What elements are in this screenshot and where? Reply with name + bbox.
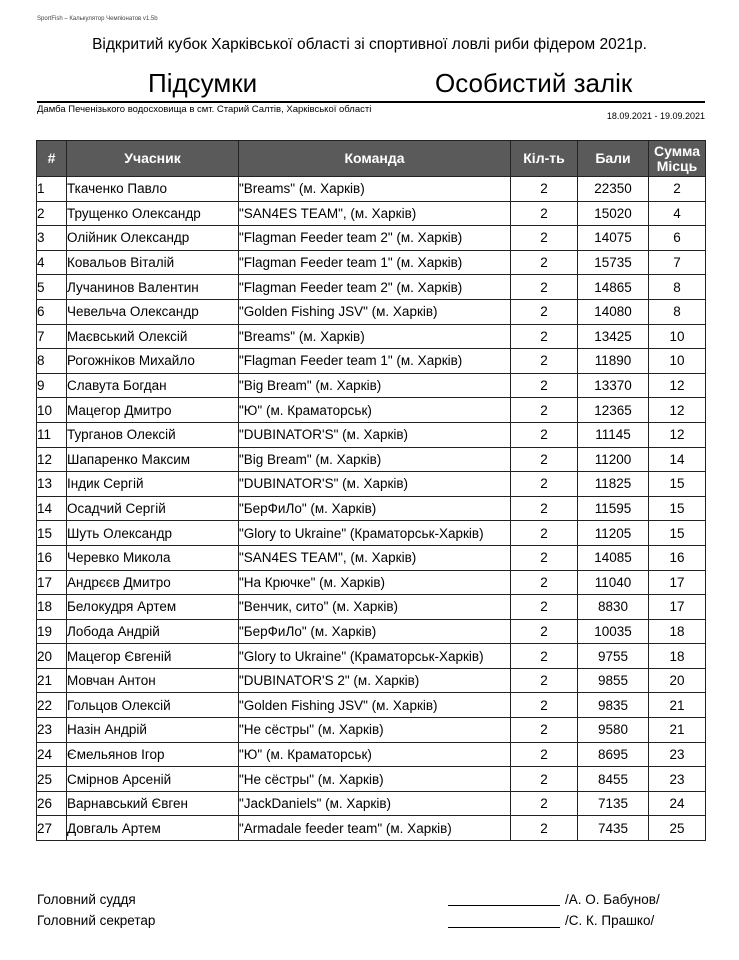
cell-participant: Лучанинов Валентин <box>67 275 239 300</box>
cell-number: 26 <box>37 791 67 816</box>
cell-count: 2 <box>511 545 578 570</box>
cell-place-sum: 4 <box>649 201 706 226</box>
cell-place-sum: 20 <box>649 668 706 693</box>
results-heading: Підсумки <box>148 68 258 98</box>
cell-team: "Ю" (м. Краматорськ) <box>239 742 511 767</box>
cell-team: "Glory to Ukraine" (Краматорськ-Харків) <box>239 644 511 669</box>
cell-points: 8830 <box>578 595 649 620</box>
table-row <box>37 226 706 251</box>
cell-count: 2 <box>511 742 578 767</box>
header-place-sum-line1: Сумма <box>653 142 701 159</box>
cell-team: "Golden Fishing JSV" (м. Харків) <box>239 299 511 324</box>
cell-count: 2 <box>511 718 578 743</box>
cell-team: "Flagman Feeder team 2" (м. Харків) <box>239 226 511 251</box>
cell-number: 12 <box>37 447 67 472</box>
cell-points: 9855 <box>578 668 649 693</box>
cell-count: 2 <box>511 570 578 595</box>
cell-place-sum: 25 <box>649 816 706 841</box>
cell-count: 2 <box>511 668 578 693</box>
cell-place-sum: 21 <box>649 693 706 718</box>
cell-participant: Індик Сергій <box>67 472 239 497</box>
cell-team: "Не сёстры" (м. Харків) <box>239 718 511 743</box>
cell-number: 19 <box>37 619 67 644</box>
table-row <box>37 349 706 374</box>
table-row <box>37 324 706 349</box>
table-row <box>37 472 706 497</box>
cell-place-sum: 16 <box>649 545 706 570</box>
cell-count: 2 <box>511 595 578 620</box>
cell-number: 7 <box>37 324 67 349</box>
table-row <box>37 742 706 767</box>
cell-team: "Armadale feeder team" (м. Харків) <box>239 816 511 841</box>
cell-count: 2 <box>511 447 578 472</box>
cell-participant: Ткаченко Павло <box>67 177 239 202</box>
cell-place-sum: 12 <box>649 422 706 447</box>
cell-participant: Трущенко Олександр <box>67 201 239 226</box>
cell-count: 2 <box>511 816 578 841</box>
cell-count: 2 <box>511 373 578 398</box>
cell-count: 2 <box>511 349 578 374</box>
cell-place-sum: 23 <box>649 767 706 792</box>
table-row <box>37 668 706 693</box>
cell-participant: Рогожніков Михайло <box>67 349 239 374</box>
cell-points: 13370 <box>578 373 649 398</box>
cell-team: "JackDaniels" (м. Харків) <box>239 791 511 816</box>
cell-count: 2 <box>511 496 578 521</box>
cell-place-sum: 15 <box>649 521 706 546</box>
cell-team: "На Крючке" (м. Харків) <box>239 570 511 595</box>
cell-participant: Белокудря Артем <box>67 595 239 620</box>
cell-count: 2 <box>511 275 578 300</box>
cell-team: "Ю" (м. Краматорськ) <box>239 398 511 423</box>
cell-place-sum: 21 <box>649 718 706 743</box>
cell-count: 2 <box>511 693 578 718</box>
header-team: Команда <box>239 141 511 177</box>
chief-judge-name: /А. О. Бабунов/ <box>565 892 660 907</box>
cell-points: 8455 <box>578 767 649 792</box>
cell-team: "DUBINATOR'S" (м. Харків) <box>239 472 511 497</box>
results-table <box>36 140 706 841</box>
header-points: Бали <box>578 141 649 177</box>
table-row <box>37 299 706 324</box>
cell-place-sum: 10 <box>649 349 706 374</box>
cell-points: 11145 <box>578 422 649 447</box>
cell-participant: Смірнов Арсеній <box>67 767 239 792</box>
cell-count: 2 <box>511 521 578 546</box>
table-row <box>37 718 706 743</box>
table-row <box>37 545 706 570</box>
cell-team: "БерФиЛо" (м. Харків) <box>239 496 511 521</box>
cell-team: "Flagman Feeder team 2" (м. Харків) <box>239 275 511 300</box>
cell-place-sum: 18 <box>649 644 706 669</box>
table-row <box>37 275 706 300</box>
cell-participant: Ємельянов Ігор <box>67 742 239 767</box>
cell-count: 2 <box>511 422 578 447</box>
cell-number: 10 <box>37 398 67 423</box>
cell-points: 14085 <box>578 545 649 570</box>
individual-standings-heading: Особистий залік <box>435 68 633 98</box>
cell-place-sum: 7 <box>649 250 706 275</box>
cell-place-sum: 12 <box>649 398 706 423</box>
cell-points: 12365 <box>578 398 649 423</box>
cell-count: 2 <box>511 398 578 423</box>
table-row <box>37 767 706 792</box>
cell-number: 15 <box>37 521 67 546</box>
cell-place-sum: 23 <box>649 742 706 767</box>
cell-team: "Big Bream" (м. Харків) <box>239 447 511 472</box>
cell-count: 2 <box>511 250 578 275</box>
table-row <box>37 595 706 620</box>
cell-number: 18 <box>37 595 67 620</box>
cell-points: 14080 <box>578 299 649 324</box>
chief-judge-signature-line <box>448 905 560 906</box>
table-row <box>37 201 706 226</box>
cell-place-sum: 18 <box>649 619 706 644</box>
cell-participant: Лобода Андрій <box>67 619 239 644</box>
cell-count: 2 <box>511 324 578 349</box>
chief-secretary-signature-line <box>448 927 560 928</box>
cell-number: 2 <box>37 201 67 226</box>
cell-number: 14 <box>37 496 67 521</box>
cell-team: "SAN4ES TEAM", (м. Харків) <box>239 545 511 570</box>
cell-place-sum: 10 <box>649 324 706 349</box>
document-title: Відкритий кубок Харківської області зі спортивної ловлі риби фідером 2021р. <box>92 36 647 53</box>
table-row <box>37 816 706 841</box>
cell-participant: Гольцов Олексій <box>67 693 239 718</box>
cell-points: 9580 <box>578 718 649 743</box>
cell-number: 20 <box>37 644 67 669</box>
cell-points: 11595 <box>578 496 649 521</box>
cell-participant: Маєвський Олексій <box>67 324 239 349</box>
table-row <box>37 373 706 398</box>
table-row <box>37 791 706 816</box>
table-header-row <box>37 141 706 177</box>
venue-text: Дамба Печенізького водосховища в смт. Старий Салтів, Харківської області <box>37 104 372 115</box>
cell-number: 27 <box>37 816 67 841</box>
cell-number: 1 <box>37 177 67 202</box>
cell-points: 11890 <box>578 349 649 374</box>
header-place-sum-line2: Місць <box>656 157 698 174</box>
cell-place-sum: 8 <box>649 275 706 300</box>
cell-participant: Осадчий Сергій <box>67 496 239 521</box>
cell-points: 15735 <box>578 250 649 275</box>
table-row <box>37 521 706 546</box>
cell-points: 7135 <box>578 791 649 816</box>
cell-team: "Golden Fishing JSV" (м. Харків) <box>239 693 511 718</box>
cell-team: "SAN4ES TEAM", (м. Харків) <box>239 201 511 226</box>
cell-team: "DUBINATOR'S" (м. Харків) <box>239 422 511 447</box>
cell-count: 2 <box>511 177 578 202</box>
cell-place-sum: 14 <box>649 447 706 472</box>
cell-number: 24 <box>37 742 67 767</box>
cell-count: 2 <box>511 299 578 324</box>
table-row <box>37 177 706 202</box>
cell-points: 7435 <box>578 816 649 841</box>
table-row <box>37 570 706 595</box>
cell-participant: Ковальов Віталій <box>67 250 239 275</box>
cell-number: 22 <box>37 693 67 718</box>
cell-team: "Flagman Feeder team 1" (м. Харків) <box>239 250 511 275</box>
cell-place-sum: 6 <box>649 226 706 251</box>
table-row <box>37 496 706 521</box>
cell-place-sum: 2 <box>649 177 706 202</box>
cell-participant: Шуть Олександр <box>67 521 239 546</box>
cell-participant: Мовчан Антон <box>67 668 239 693</box>
cell-participant: Мацегор Дмитро <box>67 398 239 423</box>
cell-count: 2 <box>511 472 578 497</box>
cell-place-sum: 17 <box>649 570 706 595</box>
cell-team: "Flagman Feeder team 1" (м. Харків) <box>239 349 511 374</box>
cell-participant: Андрєєв Дмитро <box>67 570 239 595</box>
cell-count: 2 <box>511 767 578 792</box>
cell-number: 9 <box>37 373 67 398</box>
cell-points: 11200 <box>578 447 649 472</box>
cell-number: 3 <box>37 226 67 251</box>
header-divider <box>37 101 705 103</box>
cell-number: 5 <box>37 275 67 300</box>
cell-number: 13 <box>37 472 67 497</box>
cell-number: 11 <box>37 422 67 447</box>
app-caption: SportFish – Калькулятор Чемпіонатов v1.5b <box>37 16 158 22</box>
cell-count: 2 <box>511 791 578 816</box>
cell-points: 14865 <box>578 275 649 300</box>
cell-points: 8695 <box>578 742 649 767</box>
cell-points: 10035 <box>578 619 649 644</box>
cell-number: 21 <box>37 668 67 693</box>
table-row <box>37 250 706 275</box>
header-count: Кіл-ть <box>511 141 578 177</box>
cell-participant: Шапаренко Максим <box>67 447 239 472</box>
cell-team: "DUBINATOR'S 2" (м. Харків) <box>239 668 511 693</box>
cell-participant: Чевельча Олександр <box>67 299 239 324</box>
cell-participant: Славута Богдан <box>67 373 239 398</box>
cell-team: "Венчик, сито" (м. Харків) <box>239 595 511 620</box>
cell-points: 13425 <box>578 324 649 349</box>
cell-participant: Черевко Микола <box>67 545 239 570</box>
event-dates: 18.09.2021 - 19.09.2021 <box>606 111 705 121</box>
cell-team: "Breams" (м. Харків) <box>239 177 511 202</box>
cell-points: 14075 <box>578 226 649 251</box>
cell-place-sum: 15 <box>649 496 706 521</box>
cell-participant: Назін Андрій <box>67 718 239 743</box>
cell-place-sum: 17 <box>649 595 706 620</box>
cell-place-sum: 8 <box>649 299 706 324</box>
cell-points: 9835 <box>578 693 649 718</box>
cell-number: 16 <box>37 545 67 570</box>
cell-points: 11205 <box>578 521 649 546</box>
cell-participant: Турганов Олексій <box>67 422 239 447</box>
cell-team: "Big Bream" (м. Харків) <box>239 373 511 398</box>
chief-secretary-label: Головний секретар <box>37 913 156 928</box>
cell-participant: Олійник Олександр <box>67 226 239 251</box>
cell-team: "Breams" (м. Харків) <box>239 324 511 349</box>
table-row <box>37 619 706 644</box>
cell-points: 11825 <box>578 472 649 497</box>
cell-points: 22350 <box>578 177 649 202</box>
cell-number: 17 <box>37 570 67 595</box>
cell-place-sum: 15 <box>649 472 706 497</box>
cell-team: "Не сёстры" (м. Харків) <box>239 767 511 792</box>
table-row <box>37 644 706 669</box>
header-number: # <box>37 141 67 177</box>
cell-participant: Варнавський Євген <box>67 791 239 816</box>
cell-participant: Мацегор Євгеній <box>67 644 239 669</box>
cell-place-sum: 12 <box>649 373 706 398</box>
cell-number: 4 <box>37 250 67 275</box>
cell-team: "Glory to Ukraine" (Краматорськ-Харків) <box>239 521 511 546</box>
table-row <box>37 447 706 472</box>
table-row <box>37 693 706 718</box>
cell-points: 9755 <box>578 644 649 669</box>
cell-number: 6 <box>37 299 67 324</box>
cell-team: "БерФиЛо" (м. Харків) <box>239 619 511 644</box>
header-participant: Учасник <box>67 141 239 177</box>
header-place-sum <box>649 141 706 177</box>
cell-points: 11040 <box>578 570 649 595</box>
cell-count: 2 <box>511 226 578 251</box>
cell-number: 25 <box>37 767 67 792</box>
table-row <box>37 422 706 447</box>
cell-participant: Довгаль Артем <box>67 816 239 841</box>
cell-count: 2 <box>511 201 578 226</box>
cell-number: 8 <box>37 349 67 374</box>
cell-place-sum: 24 <box>649 791 706 816</box>
cell-number: 23 <box>37 718 67 743</box>
cell-points: 15020 <box>578 201 649 226</box>
chief-judge-label: Головний суддя <box>37 892 136 907</box>
table-row <box>37 398 706 423</box>
cell-count: 2 <box>511 644 578 669</box>
chief-secretary-name: /С. К. Прашко/ <box>565 913 655 928</box>
cell-count: 2 <box>511 619 578 644</box>
